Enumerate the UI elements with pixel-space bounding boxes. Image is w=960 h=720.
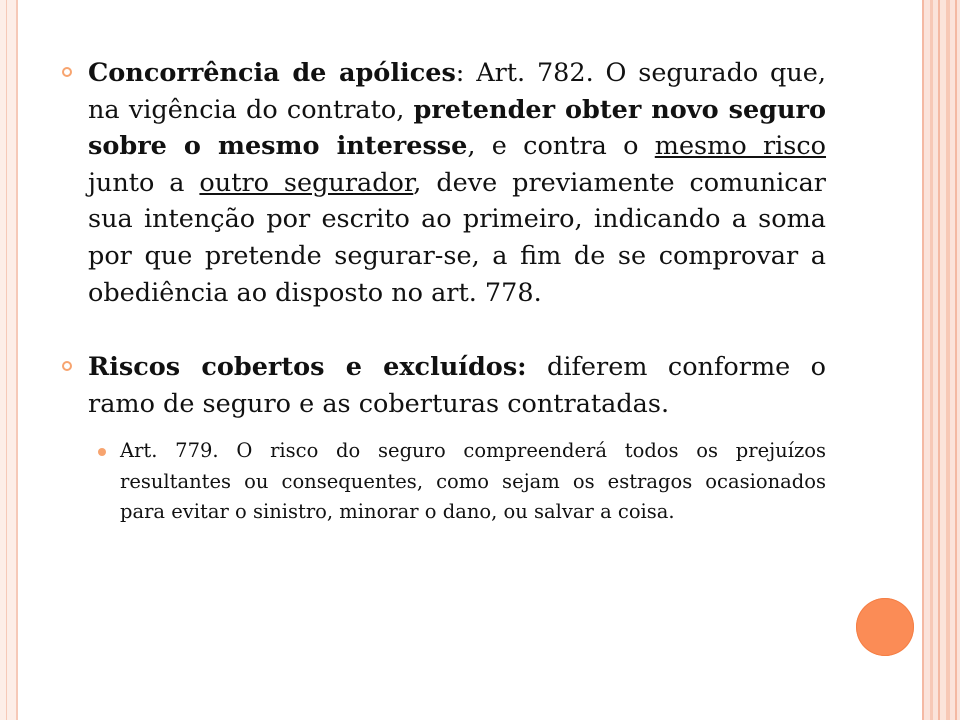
- sub-bullet-art-779: [120, 436, 826, 528]
- slide-content: [60, 55, 826, 528]
- bullet-text: , e contra o: [467, 131, 655, 162]
- bullet-text: junto a: [88, 167, 200, 198]
- ring-bullet-icon: [62, 67, 72, 77]
- decorative-circle: [856, 598, 914, 656]
- right-stripe: [938, 0, 940, 720]
- bullet-text: diferem conforme o ramo de seguro e as coberturas contratadas.: [88, 352, 827, 419]
- right-stripe: [930, 0, 933, 720]
- right-stripe: [946, 0, 950, 720]
- underlined-phrase: mesmo risco: [654, 131, 827, 162]
- ring-bullet-icon: [62, 361, 72, 371]
- right-stripe: [955, 0, 957, 720]
- left-border-decoration: [0, 0, 18, 720]
- right-stripe: [922, 0, 924, 720]
- bullet-text: : Art. 782. O segurado que, na vigência do contrato,: [88, 58, 826, 125]
- left-border-line: [6, 0, 7, 720]
- bullet-text: , deve previamente comunicar sua intenção por escrito ao primeiro, indicando a soma por que pretende segurar-se, a fim de se comprovar a obediência ao disposto no art. 778.: [88, 167, 826, 308]
- sub-bullet-text: Art. 779. O risco do seguro compreenderá todos os prejuízos resultantes ou consequentes, como sejam os estragos ocasionados para evitar o sinistro, minorar o dano, ou salvar a coisa.: [120, 439, 826, 524]
- dot-bullet-icon: [98, 448, 106, 456]
- right-border-decoration: [922, 0, 960, 720]
- bullet-riscos: [60, 349, 826, 422]
- bullet-lead-bold: Concorrência de apólices: [88, 58, 456, 88]
- bullet-bold-phrase: pretender obter novo seguro sobre o mesmo interesse: [88, 94, 826, 162]
- bullet-concorrencia: [60, 55, 826, 311]
- underlined-phrase: outro segurador: [199, 167, 414, 198]
- bullet-lead-bold: Riscos cobertos e excluídos:: [88, 352, 527, 383]
